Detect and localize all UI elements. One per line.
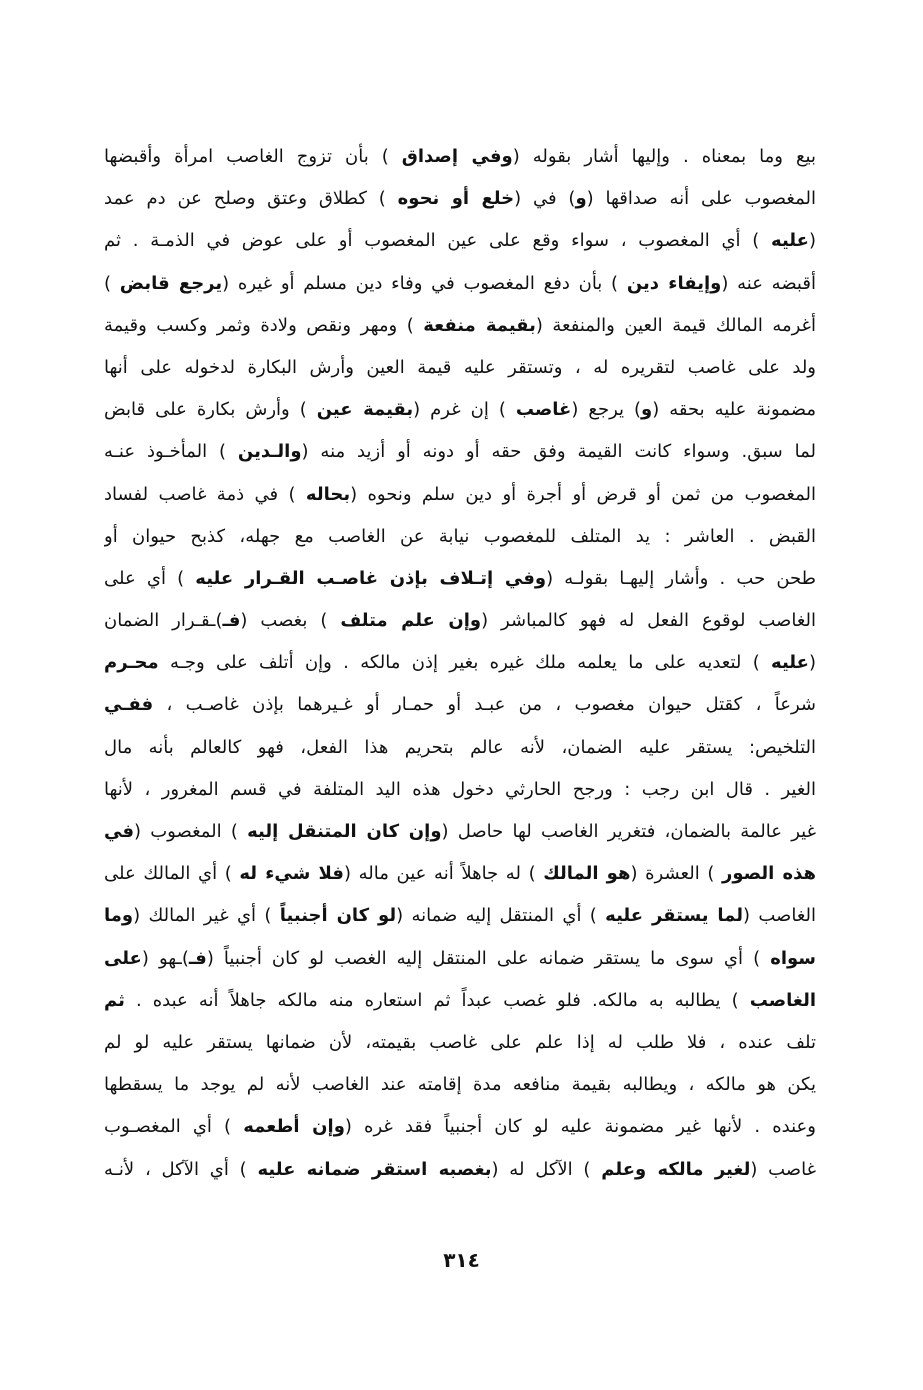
commentary-text: ) وأرش بكارة على قابض [104,399,317,421]
text-line [104,811,816,853]
commentary-text: الغير . قال ابن رجب : ورجح الحارثي دخول هذه اليد المتلفة في قسم المغرور ، لأنها [104,778,816,800]
commentary-text: ) ومهر ونقص ولادة وثمر وكسب وقيمة [104,314,424,336]
commentary-text: ) بغصب ( [240,610,341,632]
bold-matn-text: وفي إصداق [401,146,513,167]
commentary-text: غير عالمة بالضمان، فتغرير الغاصب لها حاصل ( [441,821,816,842]
bold-matn-text: فـ [188,947,207,969]
bold-matn-text: وإن أطعمه [243,1116,345,1138]
commentary-text: ) أي الآكل ، لأنـه [104,1158,258,1180]
bold-matn-text: بقيمة منفعة [423,314,536,336]
text-line [104,431,816,473]
text-line [104,263,816,305]
text-line [104,684,816,726]
text-line [104,1064,816,1106]
text-line [104,938,816,980]
commentary-text: ) يطالبه به مالكه. فلو غصب عبداً ثم استعاره منه مالكه جاهلاً أنه عبده . [124,989,750,1011]
commentary-text: ) المأخـوذ عنـه [104,441,238,463]
commentary-text: طحن حب . وأشار إليهـا بقولـه ( [546,567,816,589]
commentary-text: بيع وما بمعناه . وإليها أشار بقوله ( [512,146,816,167]
bold-matn-text: لو كان أجنبياً [279,905,397,927]
text-line [104,178,816,220]
bold-matn-text: ثم [104,989,125,1011]
bold-matn-text: بحاله [305,483,351,505]
commentary-text: )ـهو ( [141,947,189,969]
commentary-text: ) أي المغصـوب [104,1116,244,1138]
commentary-text: يكن هو مالكه ، ويطالبه بقيمة منافعه مدة إقامته عند الغاصب لأنه لم يوجد ما يسقطها [104,1074,816,1096]
bold-matn-text: وفي إتـلاف بإذن غاصـب القـرار عليه [195,567,547,589]
text-line [104,1106,816,1148]
bold-matn-text: وما [104,905,134,927]
text-line [104,474,816,516]
bold-matn-text: و [575,188,587,210]
bold-matn-text: ففـي [104,694,154,716]
commentary-text: ) إن غرم ( [413,399,516,421]
text-line [104,389,816,431]
page-body-text [104,136,816,1191]
commentary-text: وعنده . لأنها غير مضمونة عليه لو كان أجنبياً فقد غره ( [344,1116,816,1138]
bold-matn-text: خلع أو نحوه [397,188,515,210]
bold-matn-text: لغير مالكه وعلم [601,1158,751,1180]
page-number: ٣١٤ [443,1248,480,1272]
commentary-text: الغاصب ( [743,905,816,927]
commentary-text: أقبضه عنه ( [721,272,816,294]
bold-matn-text: بغصبه استقر ضمانه عليه [257,1158,492,1180]
commentary-text: المغصوب على أنه صداقها ( [586,188,816,210]
commentary-text: ( [808,230,816,252]
commentary-text: المغصوب من ثمن أو قرض أو أجرة أو دين سلم ونحوه ( [350,483,816,505]
text-line [104,727,816,769]
commentary-text: غاصب ( [750,1158,816,1180]
bold-matn-text: فـ [222,610,241,632]
text-line [104,853,816,895]
text-line [104,1149,816,1191]
commentary-text: لما سبق. وسواء كانت القيمة وفق حقه أو دونه أو أزيد منه ( [301,441,816,463]
bold-matn-text: هذه الصور [721,863,816,885]
commentary-text: ) العشرة ( [630,863,722,885]
text-line [104,980,816,1022]
commentary-text: ) يرجع ( [571,399,642,421]
commentary-text: شرعاً ، كقتل حيوان مغصوب ، من عبـد أو حمـار أو غـيرهما بإذن غاصـب ، [153,694,816,716]
bold-matn-text: على [104,947,142,969]
commentary-text: الغاصب لوقوع الفعل له فهو كالمباشر ( [481,610,816,632]
text-line [104,769,816,811]
text-line [104,305,816,347]
bold-matn-text: غاصب [515,399,572,421]
commentary-text: التلخيص: يستقر عليه الضمان، لأنه عالم بتحريم هذا الفعل، فهو كالعالم بأنه مال [104,736,816,758]
bold-matn-text: فلا شيء له [239,863,344,885]
text-line [104,220,816,262]
commentary-text: ) أي المالك على [104,863,240,885]
commentary-text: أغرمه المالك قيمة العين والمنفعة ( [535,314,816,336]
text-line [104,347,816,389]
commentary-text: ) أي المغصوب ، سواء وقع على عين المغصوب أو على عوض في الذمـة . ثم [104,230,772,252]
commentary-text: ) أي سوى ما يستقر ضمانه على المنتقل إليه الغصب لو كان أجنبياً ( [206,947,771,969]
bold-matn-text: في [104,821,134,842]
bold-matn-text: بقيمة عين [316,399,414,421]
commentary-text: تلف عنده ، فلا طلب له إذا علم على غاصب بقيمته، لأن ضمانها يستقر عليه لو لم [104,1031,816,1053]
text-line [104,642,816,684]
bold-matn-text: هو المالك [543,863,631,885]
commentary-text: ولد على غاصب لتقريره له ، وتستقر عليه قيمة العين وأرش البكارة لدخوله على أنها [104,356,816,378]
bold-matn-text: وإن علم متلف [340,610,482,632]
bold-matn-text: و [641,399,653,421]
commentary-text: ) المغصوب ( [134,821,248,842]
commentary-text: القبض . العاشر : يد المتلف للمغصوب نيابة عن الغاصب مع جهله، كذبح حيوان أو [104,525,816,547]
commentary-text: ) في ( [514,188,576,210]
text-line [104,600,816,642]
bold-matn-text: الغاصب [749,989,816,1011]
bold-matn-text: وإيفاء دين [626,272,722,294]
commentary-text: ) بأن تزوج الغاصب امرأة وأقبضها [104,146,402,167]
bold-matn-text: عليه [771,230,809,252]
bold-matn-text: والـدين [237,441,302,463]
bold-matn-text: عليه [771,652,809,674]
commentary-text: ) في ذمة غاصب لفساد [104,483,306,505]
bold-matn-text: يرجع قابض [119,272,223,294]
commentary-text: ) [104,272,120,294]
commentary-text: ) كطلاق وعتق وصلح عن دم عمد [104,188,398,210]
commentary-text: ) له جاهلاً أنه عين ماله ( [343,863,544,885]
bold-matn-text: وإن كان المتنقل إليه [247,821,442,842]
text-line [104,516,816,558]
commentary-text: مضمونة عليه بحقه ( [652,399,816,421]
commentary-text: )ـقـرار الضمان [104,610,223,632]
text-line [104,1022,816,1064]
bold-matn-text: محـرم [104,652,159,674]
commentary-text: ) أي على [104,567,196,589]
commentary-text: ) الآكل له ( [491,1158,602,1180]
bold-matn-text: لما يستقر عليه [605,905,744,927]
text-line [104,136,816,178]
commentary-text: ) أي غير المالك ( [133,905,280,927]
commentary-text: ( [808,652,816,674]
text-line [104,895,816,937]
commentary-text: ) أي المنتقل إليه ضمانه ( [396,905,606,927]
commentary-text: ) لتعديه على ما يعلمه ملك غيره بغير إذن مالكه . وإن أتلف على وجـه [158,652,772,674]
bold-matn-text: سواه [770,947,816,969]
text-line [104,558,816,600]
commentary-text: ) بأن دفع المغصوب في وفاء دين مسلم أو غيره ( [222,272,627,294]
